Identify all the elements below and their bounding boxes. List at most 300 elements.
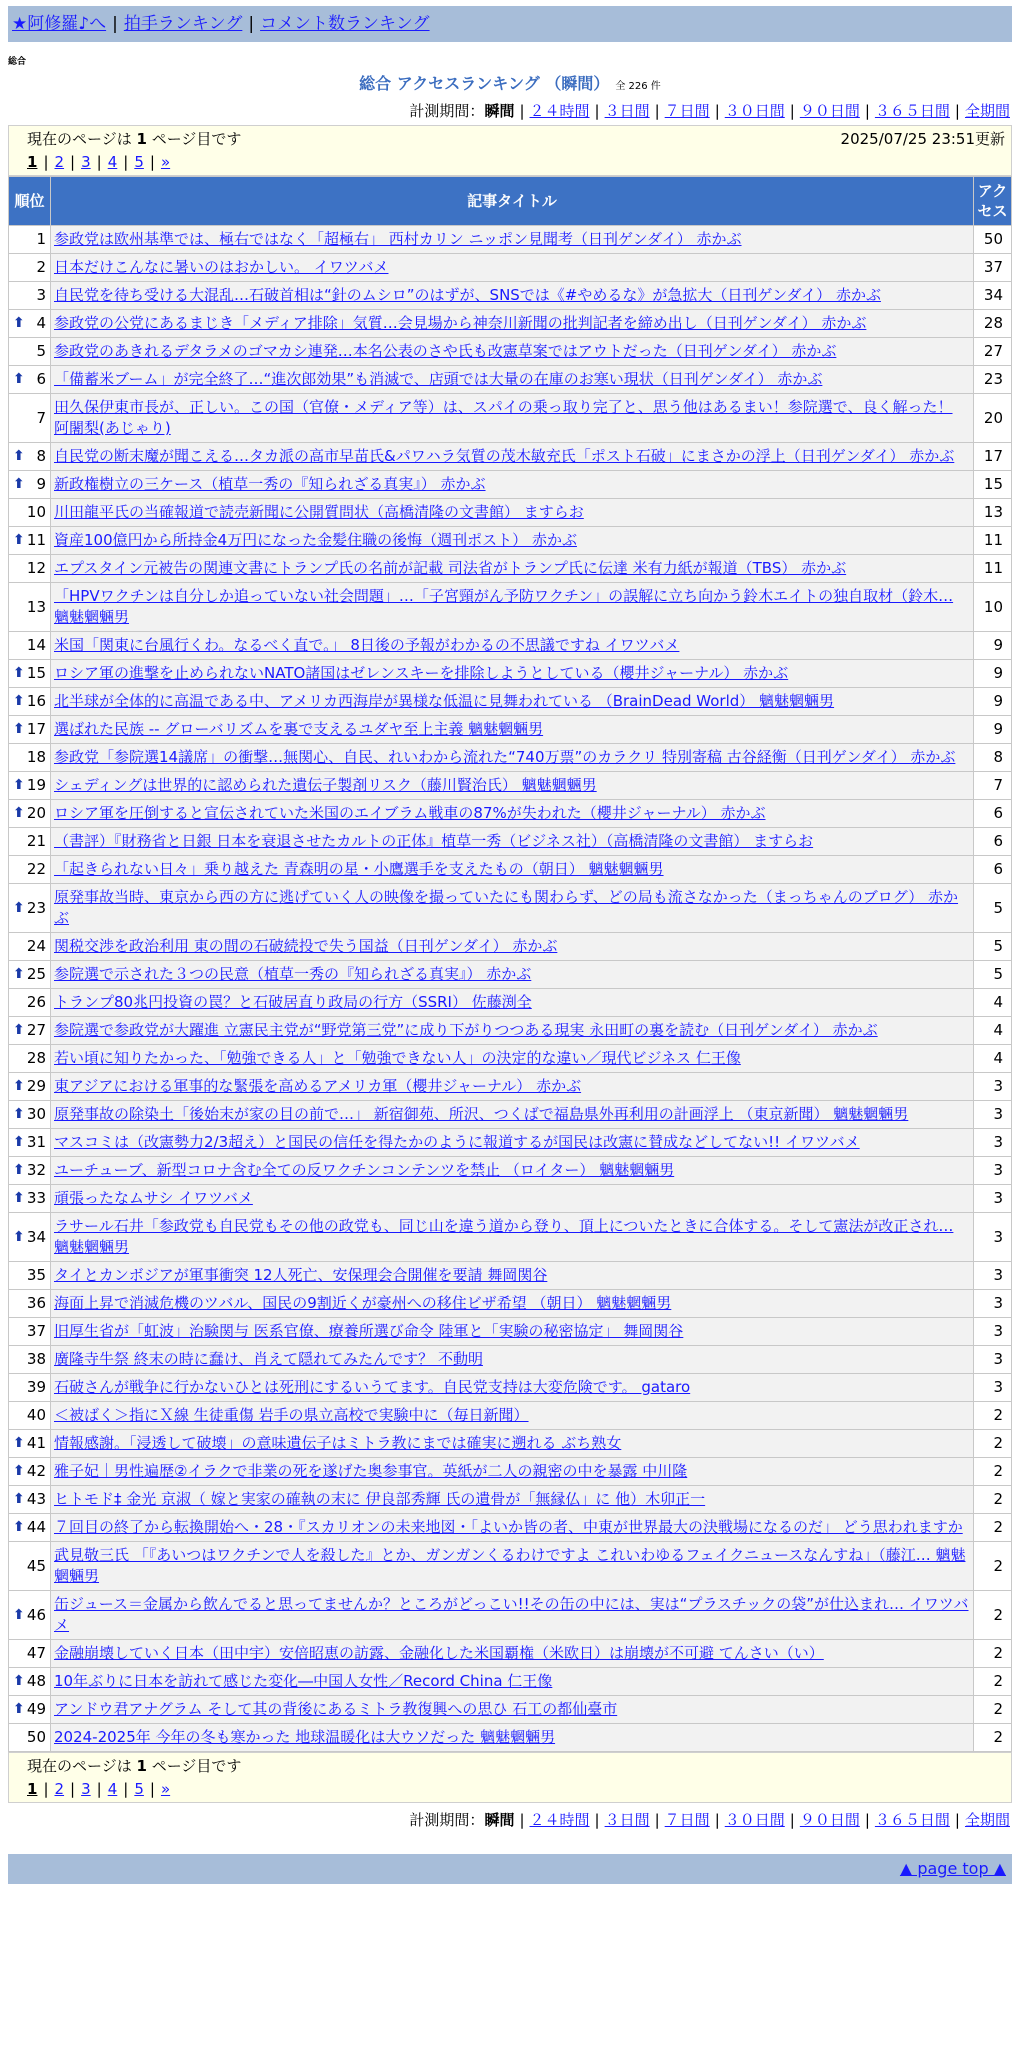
rank-cell xyxy=(9,884,51,933)
access-count: 6 xyxy=(974,800,1012,828)
article-title-link[interactable]: 2024-2025年 今年の冬も寒かった 地球温暖化は大ウソだった 魑魅魍魎男 xyxy=(54,1728,556,1746)
nav-link-clap-ranking[interactable]: 拍手ランキング xyxy=(123,14,243,34)
period-link[interactable]: ３６５日間 xyxy=(874,102,950,120)
article-title-link[interactable]: ７回目の終了から転換開始へ・28・『スカリオンの未来地図・「よいか皆の者、中東が世界最大の決戦場になるのだ」 どう思われますか xyxy=(54,1518,963,1536)
breadcrumb: 総合 xyxy=(8,57,27,67)
access-count: 3 xyxy=(974,1262,1012,1290)
access-count: 11 xyxy=(974,555,1012,583)
access-count: 20 xyxy=(974,394,1012,443)
table-row xyxy=(9,1591,1012,1640)
period-link[interactable]: ３日間 xyxy=(604,102,650,120)
rank-number: 32 xyxy=(26,1161,46,1179)
access-count: 3 xyxy=(974,1346,1012,1374)
table-row xyxy=(9,1045,1012,1073)
rank-up-arrow-icon: ⬆ xyxy=(13,1673,25,1689)
period-separator: | xyxy=(594,1811,600,1829)
article-title-link[interactable]: ロシア軍を圧倒すると宣伝されていた米国のエイブラム戦車の87%が失われた（櫻井ジャーナル） 赤かぶ xyxy=(54,804,766,822)
period-link[interactable]: ２４時間 xyxy=(529,1811,590,1829)
table-row xyxy=(9,1017,1012,1045)
pager-current-page: 1 xyxy=(27,1780,38,1798)
rank-number: 7 xyxy=(36,408,46,427)
table-row xyxy=(9,744,1012,772)
page-title-wrap xyxy=(0,71,1020,94)
article-title-link[interactable]: 「HPVワクチンは自分しか追っていない社会問題」…「子宮頸がん予防ワクチン」の誤解に立ち向かう鈴木エイトの独自取材（鈴木… 魑魅魍魎男 xyxy=(54,587,954,626)
pager-page-link[interactable]: 3 xyxy=(81,153,91,171)
table-row xyxy=(9,688,1012,716)
rank-cell xyxy=(9,443,51,471)
title-cell xyxy=(51,800,974,828)
article-title-link[interactable]: エプスタイン元被告の関連文書にトランプ氏の名前が記載 司法省がトランプ氏に伝達 米有力紙が報道（TBS） 赤かぶ xyxy=(54,559,847,577)
pager-separator: | xyxy=(70,153,76,171)
rank-cell xyxy=(9,1290,51,1318)
pager-separator: | xyxy=(123,1780,129,1798)
title-cell xyxy=(51,1402,974,1430)
period-separator: | xyxy=(594,102,600,120)
pager-page-link[interactable]: 4 xyxy=(107,1780,118,1798)
pager-page-link[interactable]: 2 xyxy=(54,1780,65,1798)
pager-separator: | xyxy=(149,153,155,171)
rank-up-arrow-icon: ⬆ xyxy=(13,665,25,681)
table-row xyxy=(9,1374,1012,1402)
article-title-link[interactable]: 武見敬三氏 「『あいつはワクチンで人を殺した』とか、ガンガンくるわけですよ これいわゆるフェイクニュースなんすね」（藤江… 魑魅魍魎男 xyxy=(54,1546,966,1585)
title-cell xyxy=(51,716,974,744)
period-label: 計測期間： xyxy=(409,1811,485,1829)
rank-up-arrow-icon: ⬆ xyxy=(13,1491,25,1507)
rank-up-arrow-icon: ⬆ xyxy=(13,371,25,387)
total-count: 全 226 件 xyxy=(615,81,661,92)
article-title-link[interactable]: 「起きられない日々」乗り越えた 青森明の星・小鷹選手を支えたもの（朝日） 魑魅魍魎男 xyxy=(54,860,664,878)
page-top-link[interactable]: ▲ page top ▲ xyxy=(899,1859,1006,1878)
rank-cell xyxy=(9,282,51,310)
rank-number: 44 xyxy=(26,1518,46,1536)
rank-up-arrow-icon: ⬆ xyxy=(13,721,25,737)
title-cell xyxy=(51,1045,974,1073)
title-cell xyxy=(51,1591,974,1640)
article-title-link[interactable]: 金融崩壊していく日本（田中宇）安倍昭恵の訪露、金融化した米国覇権（米欧日）は崩壊が不可避 てんさい（い） xyxy=(54,1644,824,1662)
table-row xyxy=(9,1514,1012,1542)
table-row xyxy=(9,471,1012,499)
article-title-link[interactable]: ラサール石井「参政党も自民党もその他の政党も、同じ山を違う道から登り、頂上についたときに合体する。そして憲法が改正され… 魑魅魍魎男 xyxy=(54,1217,954,1256)
table-row xyxy=(9,226,1012,254)
period-link[interactable]: ３６５日間 xyxy=(874,1811,950,1829)
table-row xyxy=(9,1073,1012,1101)
rank-number: 5 xyxy=(36,342,46,360)
article-title-link[interactable]: ユーチューブ、新型コロナ含む全ての反ワクチンコンテンツを禁止 （ロイター） 魑魅魍魎男 xyxy=(54,1161,675,1179)
pager-current-page: 1 xyxy=(27,153,38,171)
rank-cell xyxy=(9,1185,51,1213)
rank-up-arrow-icon: ⬆ xyxy=(13,1606,25,1623)
article-title-link[interactable]: 田久保伊東市長が、正しい。この国（官僚・メディア等）は、スパイの乗っ取り完了と、思う他はあるまい！参院選で、良く解った！ 阿闍梨(あじゃり) xyxy=(54,398,953,437)
rank-number: 28 xyxy=(26,1049,46,1067)
article-title-link[interactable]: 情報感謝。「浸透して破壊」の意味遺伝子はミトラ教にまでは確実に遡れる ぶち熟女 xyxy=(54,1434,622,1452)
rank-number: 31 xyxy=(26,1133,46,1151)
article-title-link[interactable]: ＜被ばく＞指にＸ線 生徒重傷 岩手の県立高校で実験中に（毎日新聞） xyxy=(54,1406,529,1424)
article-title-link[interactable]: 頑張ったなムサシ イワツバメ xyxy=(54,1189,253,1207)
rank-up-arrow-icon: ⬆ xyxy=(13,1435,25,1451)
rank-up-arrow-icon: ⬆ xyxy=(13,777,25,793)
rank-up-arrow-icon: ⬆ xyxy=(13,476,25,492)
table-row xyxy=(9,1668,1012,1696)
article-title-link[interactable]: 缶ジュース＝金属から飲んでると思ってませんか？ところがどっこい!!その缶の中には、実は“プラスチックの袋”が仕込まれ… イワツバメ xyxy=(54,1595,969,1634)
pager-page-link[interactable]: » xyxy=(160,153,171,171)
period-link[interactable]: ７日間 xyxy=(664,102,710,120)
article-title-link[interactable]: 廣隆寺牛祭 終末の時に蠢け、肖えて隠れてみたんです？ 不動明 xyxy=(54,1350,483,1368)
title-cell xyxy=(51,499,974,527)
title-cell xyxy=(51,1458,974,1486)
header-title: 記事タイトル xyxy=(51,177,974,226)
access-count: 2 xyxy=(974,1640,1012,1668)
rank-cell xyxy=(9,471,51,499)
article-title-link[interactable]: 北半球が全体的に高温である中、アメリカ西海岸が異様な低温に見舞われている （BrainDead World） 魑魅魍魎男 xyxy=(54,692,835,710)
table-row xyxy=(9,338,1012,366)
rank-cell xyxy=(9,800,51,828)
table-row xyxy=(9,828,1012,856)
table-row xyxy=(9,1486,1012,1514)
period-link[interactable]: ９０日間 xyxy=(799,1811,860,1829)
access-count: 3 xyxy=(974,1073,1012,1101)
pager-page-link[interactable]: 3 xyxy=(81,1780,91,1798)
rank-number: 29 xyxy=(26,1077,46,1095)
rank-cell xyxy=(9,555,51,583)
article-title-link[interactable]: 石破さんが戦争に行かないひとは死刑にするいうてます。自民党支持は大変危険です。 gataro xyxy=(54,1378,691,1396)
rank-number: 48 xyxy=(26,1672,46,1690)
period-selector-top xyxy=(0,100,1010,121)
rank-up-arrow-icon: ⬆ xyxy=(13,693,25,709)
access-count: 17 xyxy=(974,443,1012,471)
rank-number: 34 xyxy=(26,1227,46,1246)
pager-page-suffix: ページ目です xyxy=(151,130,242,148)
access-count: 2 xyxy=(974,1458,1012,1486)
article-title-link[interactable]: 米国「関東に台風行くわ。なるべく直で。」 8日後の予報がわかるの不思議ですね イワツバメ xyxy=(54,636,680,654)
article-title-link[interactable]: 自民党の断末魔が聞こえる…タカ派の高市早苗氏&パワハラ気質の茂木敏充氏「ポスト石破」にまさかの浮上（日刊ゲンダイ） 赤かぶ xyxy=(54,447,955,465)
article-title-link[interactable]: ヒトモド‡ 金光 京淑（ 嫁と実家の確執の末に 伊良部秀輝 氏の遺骨が「無縁仏」に 他）木卯正一 xyxy=(54,1490,706,1508)
article-title-link[interactable]: 旧厚生省が「虹波」治験関与 医系官僚、療養所選び命令 陸軍と「実験の秘密協定」 舞岡関谷 xyxy=(54,1322,684,1340)
table-row xyxy=(9,1458,1012,1486)
pager-page-link[interactable]: 4 xyxy=(107,153,118,171)
period-separator: | xyxy=(519,1811,525,1829)
rank-number: 9 xyxy=(36,475,46,493)
access-count: 2 xyxy=(974,1430,1012,1458)
pager-page-link[interactable]: 2 xyxy=(54,153,65,171)
table-row xyxy=(9,961,1012,989)
article-title-link[interactable]: 参政党の公党にあるまじき「メディア排除」気質…会見場から神奈川新聞の批判記者を締め出し（日刊ゲンダイ） 赤かぶ xyxy=(54,314,867,332)
table-row xyxy=(9,366,1012,394)
nav-link-comment-ranking[interactable]: コメント数ランキング xyxy=(260,14,430,34)
rank-cell xyxy=(9,1668,51,1696)
rank-number: 17 xyxy=(26,720,46,738)
pager-page-link[interactable]: 5 xyxy=(134,1780,144,1798)
rank-up-arrow-icon: ⬆ xyxy=(13,1162,25,1178)
title-cell xyxy=(51,1129,974,1157)
period-link[interactable]: ３０日間 xyxy=(724,102,785,120)
rank-number: 19 xyxy=(26,776,46,794)
rank-cell xyxy=(9,933,51,961)
period-link[interactable]: 全期間 xyxy=(964,1811,1010,1829)
title-cell xyxy=(51,1514,974,1542)
table-row xyxy=(9,1101,1012,1129)
rank-cell xyxy=(9,1017,51,1045)
rank-up-arrow-icon: ⬆ xyxy=(13,966,25,982)
period-link[interactable]: ７日間 xyxy=(664,1811,710,1829)
rank-number: 39 xyxy=(26,1378,46,1396)
rank-cell xyxy=(9,226,51,254)
title-cell xyxy=(51,1073,974,1101)
article-title-link[interactable]: 参院選で示された３つの民意（植草一秀の『知られざる真実』） 赤かぶ xyxy=(54,965,532,983)
rank-cell xyxy=(9,583,51,632)
title-cell xyxy=(51,226,974,254)
rank-cell xyxy=(9,1045,51,1073)
title-cell xyxy=(51,1157,974,1185)
rank-up-arrow-icon: ⬆ xyxy=(13,1190,25,1206)
rank-up-arrow-icon: ⬆ xyxy=(13,1134,25,1150)
access-count: 2 xyxy=(974,1668,1012,1696)
rank-number: 43 xyxy=(26,1490,46,1508)
title-cell xyxy=(51,1017,974,1045)
access-count: 4 xyxy=(974,1017,1012,1045)
article-title-link[interactable]: シェディングは世界的に認められた遺伝子製剤リスク（藤川賢治氏） 魑魅魍魎男 xyxy=(54,776,597,794)
period-link[interactable]: ２４時間 xyxy=(529,102,590,120)
table-row xyxy=(9,856,1012,884)
title-cell xyxy=(51,366,974,394)
period-separator: | xyxy=(789,102,795,120)
article-title-link[interactable]: 若い頃に知りたかった、「勉強できる人」と「勉強できない人」の決定的な違い／現代ビジネス 仁王像 xyxy=(54,1049,741,1067)
access-count: 27 xyxy=(974,338,1012,366)
rank-cell xyxy=(9,772,51,800)
title-cell xyxy=(51,1696,974,1724)
title-cell xyxy=(51,884,974,933)
access-count: 23 xyxy=(974,366,1012,394)
table-row xyxy=(9,660,1012,688)
period-separator: | xyxy=(954,1811,960,1829)
title-cell xyxy=(51,1213,974,1262)
rank-number: 6 xyxy=(36,370,46,388)
access-count: 9 xyxy=(974,660,1012,688)
rank-cell xyxy=(9,1101,51,1129)
article-title-link[interactable]: 10年ぶりに日本を訪れて感じた変化―中国人女性／Record China 仁王像 xyxy=(54,1672,553,1690)
header-access: アクセス xyxy=(974,177,1012,226)
access-count: 7 xyxy=(974,772,1012,800)
table-row xyxy=(9,1430,1012,1458)
article-title-link[interactable]: アンドウ君アナグラム そして其の背後にあるミトラ教復興への思ひ 石工の都仙臺市 xyxy=(54,1700,618,1718)
title-cell xyxy=(51,828,974,856)
table-row xyxy=(9,1185,1012,1213)
title-cell xyxy=(51,744,974,772)
article-title-link[interactable]: 自民党を待ち受ける大混乱…石破首相は“針のムシロ”のはずが、SNSでは《#やめるな》が急拡大（日刊ゲンダイ） 赤かぶ xyxy=(54,286,881,304)
article-title-link[interactable]: トランプ80兆円投資の罠？と石破居直り政局の行方（SSRI） 佐藤渕全 xyxy=(54,993,532,1011)
rank-up-arrow-icon: ⬆ xyxy=(13,1701,25,1717)
access-count: 3 xyxy=(974,1129,1012,1157)
period-link[interactable]: ３日間 xyxy=(604,1811,650,1829)
access-count: 9 xyxy=(974,688,1012,716)
rank-cell xyxy=(9,716,51,744)
title-cell xyxy=(51,282,974,310)
access-count: 37 xyxy=(974,254,1012,282)
article-title-link[interactable]: 参政党のあきれるデタラメのゴマカシ連発…本名公表のさや氏も改憲草案ではアウトだった（日刊ゲンダイ） 赤かぶ xyxy=(54,342,837,360)
pager-separator: | xyxy=(149,1780,155,1798)
access-count: 4 xyxy=(974,1045,1012,1073)
rank-number: 26 xyxy=(26,993,46,1011)
pager-page-link[interactable]: 5 xyxy=(134,153,144,171)
rank-number: 1 xyxy=(36,230,46,248)
table-row xyxy=(9,884,1012,933)
article-title-link[interactable]: 川田龍平氏の当確報道で読売新聞に公開質問状（高橋清隆の文書館） ますらお xyxy=(54,503,584,521)
page-links xyxy=(27,153,1001,171)
table-row xyxy=(9,716,1012,744)
table-row xyxy=(9,1318,1012,1346)
updated-timestamp: 2025/07/25 23:51更新 xyxy=(840,130,1005,148)
access-count: 2 xyxy=(974,1486,1012,1514)
access-count: 2 xyxy=(974,1696,1012,1724)
period-current: 瞬間 xyxy=(484,1811,515,1829)
rank-cell xyxy=(9,660,51,688)
rank-up-arrow-icon: ⬆ xyxy=(13,1078,25,1094)
rank-cell xyxy=(9,1724,51,1752)
rank-cell xyxy=(9,1591,51,1640)
table-row xyxy=(9,1129,1012,1157)
article-title-link[interactable]: 参政党は欧州基準では、極右ではなく「超極右」 西村カリン ニッポン見聞考（日刊ゲンダイ） 赤かぶ xyxy=(54,230,742,248)
page-links xyxy=(27,1780,1001,1798)
rank-number: 49 xyxy=(26,1700,46,1718)
access-count: 50 xyxy=(974,226,1012,254)
rank-number: 36 xyxy=(26,1294,46,1312)
article-title-link[interactable]: 選ばれた民族 -- グローバリズムを裏で支えるユダヤ至上主義 魑魅魍魎男 xyxy=(54,720,544,738)
period-separator: | xyxy=(954,102,960,120)
rank-cell xyxy=(9,1640,51,1668)
rank-number: 27 xyxy=(26,1021,46,1039)
rank-number: 33 xyxy=(26,1189,46,1207)
title-cell xyxy=(51,1185,974,1213)
rank-cell xyxy=(9,1430,51,1458)
access-count: 3 xyxy=(974,1374,1012,1402)
article-title-link[interactable]: ロシア軍の進撃を止められないNATO諸国はゼレンスキーを排除しようとしている（櫻井ジャーナル） 赤かぶ xyxy=(54,664,789,682)
title-cell xyxy=(51,1374,974,1402)
table-row xyxy=(9,1262,1012,1290)
pager-separator: | xyxy=(96,153,102,171)
table-row xyxy=(9,394,1012,443)
rank-number: 10 xyxy=(26,503,46,521)
access-count: 6 xyxy=(974,856,1012,884)
ranking-table xyxy=(8,176,1012,1752)
title-cell xyxy=(51,632,974,660)
rank-cell xyxy=(9,744,51,772)
rank-cell xyxy=(9,1213,51,1262)
rank-number: 50 xyxy=(26,1728,46,1746)
access-count: 15 xyxy=(974,471,1012,499)
title-cell xyxy=(51,1290,974,1318)
table-row xyxy=(9,1640,1012,1668)
article-title-link[interactable]: タイとカンボジアが軍事衝突 12人死亡、安保理会合開催を要請 舞岡関谷 xyxy=(54,1266,548,1284)
period-separator: | xyxy=(864,1811,870,1829)
rank-number: 37 xyxy=(26,1322,46,1340)
access-count: 10 xyxy=(974,583,1012,632)
title-cell xyxy=(51,1668,974,1696)
article-title-link[interactable]: 参政党「参院選14議席」の衝撃…無関心、自民、れいわから流れた“740万票”のカラクリ 特別寄稿 古谷経衡（日刊ゲンダイ） 赤かぶ xyxy=(54,748,956,766)
rank-number: 16 xyxy=(26,692,46,710)
rank-up-arrow-icon: ⬆ xyxy=(13,532,25,548)
article-title-link[interactable]: 東アジアにおける軍事的な緊張を高めるアメリカ軍（櫻井ジャーナル） 赤かぶ xyxy=(54,1077,582,1095)
rank-number: 30 xyxy=(26,1105,46,1123)
pager-separator: | xyxy=(43,1780,49,1798)
access-count: 4 xyxy=(974,989,1012,1017)
rank-number: 20 xyxy=(26,804,46,822)
article-title-link[interactable]: 関税交渉を政治利用 東の間の石破続投で失う国益（日刊ゲンダイ） 赤かぶ xyxy=(54,937,558,955)
title-cell xyxy=(51,471,974,499)
rank-cell xyxy=(9,1262,51,1290)
article-title-link[interactable]: 資産100億円から所持金4万円になった金髪住職の後悔（週刊ポスト） 赤かぶ xyxy=(54,531,577,549)
title-cell xyxy=(51,1430,974,1458)
pager-separator: | xyxy=(96,1780,102,1798)
table-row xyxy=(9,555,1012,583)
access-count: 9 xyxy=(974,632,1012,660)
rank-cell xyxy=(9,1696,51,1724)
table-row xyxy=(9,310,1012,338)
period-separator: | xyxy=(654,1811,660,1829)
article-title-link[interactable]: マスコミは（改憲勢力2/3超え）と国民の信任を得たかのように報道するが国民は改憲に賛成などしてない!! イワツバメ xyxy=(54,1133,860,1151)
rank-number: 41 xyxy=(26,1434,46,1452)
period-selector-bottom xyxy=(0,1809,1010,1830)
rank-cell xyxy=(9,366,51,394)
period-link[interactable]: ３０日間 xyxy=(724,1811,785,1829)
pager-separator: | xyxy=(43,153,49,171)
access-count: 11 xyxy=(974,527,1012,555)
rank-number: 12 xyxy=(26,559,46,577)
title-cell xyxy=(51,443,974,471)
period-link[interactable]: 全期間 xyxy=(964,102,1010,120)
rank-cell xyxy=(9,1374,51,1402)
article-title-link[interactable]: 「備蓄米ブーム」が完全終了…“進次郎効果”も消滅で、店頭では大量の在庫のお寒い現状（日刊ゲンダイ） 赤かぶ xyxy=(54,370,823,388)
article-title-link[interactable]: 雅子妃｜男性遍歴②イラクで非業の死を遂げた奥参事官。英紙が二人の親密の中を暴露 中川隆 xyxy=(54,1462,688,1480)
rank-cell xyxy=(9,961,51,989)
rank-cell xyxy=(9,1073,51,1101)
table-header-row xyxy=(9,177,1012,226)
pager-page-link[interactable]: » xyxy=(160,1780,171,1798)
access-count: 3 xyxy=(974,1318,1012,1346)
access-count: 3 xyxy=(974,1213,1012,1262)
title-cell xyxy=(51,856,974,884)
access-count: 9 xyxy=(974,716,1012,744)
article-title-link[interactable]: 参院選で参政党が大躍進 立憲民主党が“野党第三党”に成り下がりつつある現実 永田町の裏を読む（日刊ゲンダイ） 赤かぶ xyxy=(54,1021,878,1039)
article-title-link[interactable]: 海面上昇で消滅危機のツバル、国民の9割近くが豪州への移住ビザ希望 （朝日） 魑魅魍魎男 xyxy=(54,1294,672,1312)
article-title-link[interactable]: 原発事故の除染土「後始末が家の目の前で…」 新宿御苑、所沢、つくばで福島県外再利用の計画浮上 （東京新聞） 魑魅魍魎男 xyxy=(54,1105,909,1123)
period-link[interactable]: ９０日間 xyxy=(799,102,860,120)
rank-number: 24 xyxy=(26,937,46,955)
access-count: 5 xyxy=(974,933,1012,961)
article-title-link[interactable]: （書評）『財務省と日銀 日本を衰退させたカルトの正体』植草一秀（ビジネス社）（高橋清隆の文書館） ますらお xyxy=(54,832,814,850)
rank-number: 46 xyxy=(26,1605,46,1624)
title-cell xyxy=(51,583,974,632)
title-cell xyxy=(51,1346,974,1374)
table-row xyxy=(9,583,1012,632)
title-cell xyxy=(51,961,974,989)
article-title-link[interactable]: 新政権樹立の三ケース（植草一秀の『知られざる真実』） 赤かぶ xyxy=(54,475,486,493)
rank-number: 38 xyxy=(26,1350,46,1368)
rank-cell xyxy=(9,828,51,856)
title-cell xyxy=(51,1640,974,1668)
rank-cell xyxy=(9,254,51,282)
nav-link-asyura[interactable]: ★阿修羅♪へ xyxy=(12,14,107,34)
table-row xyxy=(9,1346,1012,1374)
title-cell xyxy=(51,254,974,282)
rank-number: 45 xyxy=(26,1556,46,1575)
pager-current-text: 現在のページは xyxy=(27,1757,132,1775)
title-cell xyxy=(51,1486,974,1514)
table-row xyxy=(9,800,1012,828)
article-title-link[interactable]: 原発事故当時、東京から西の方に逃げていく人の映像を撮っていたにも関わらず、どの局も流さなかった（まっちゃんのブログ） 赤かぶ xyxy=(54,888,959,927)
pager-separator: | xyxy=(70,1780,76,1798)
article-title-link[interactable]: 日本だけこんなに暑いのはおかしい。 イワツバメ xyxy=(54,258,389,276)
rank-up-arrow-icon: ⬆ xyxy=(13,1519,25,1535)
period-separator: | xyxy=(519,102,525,120)
